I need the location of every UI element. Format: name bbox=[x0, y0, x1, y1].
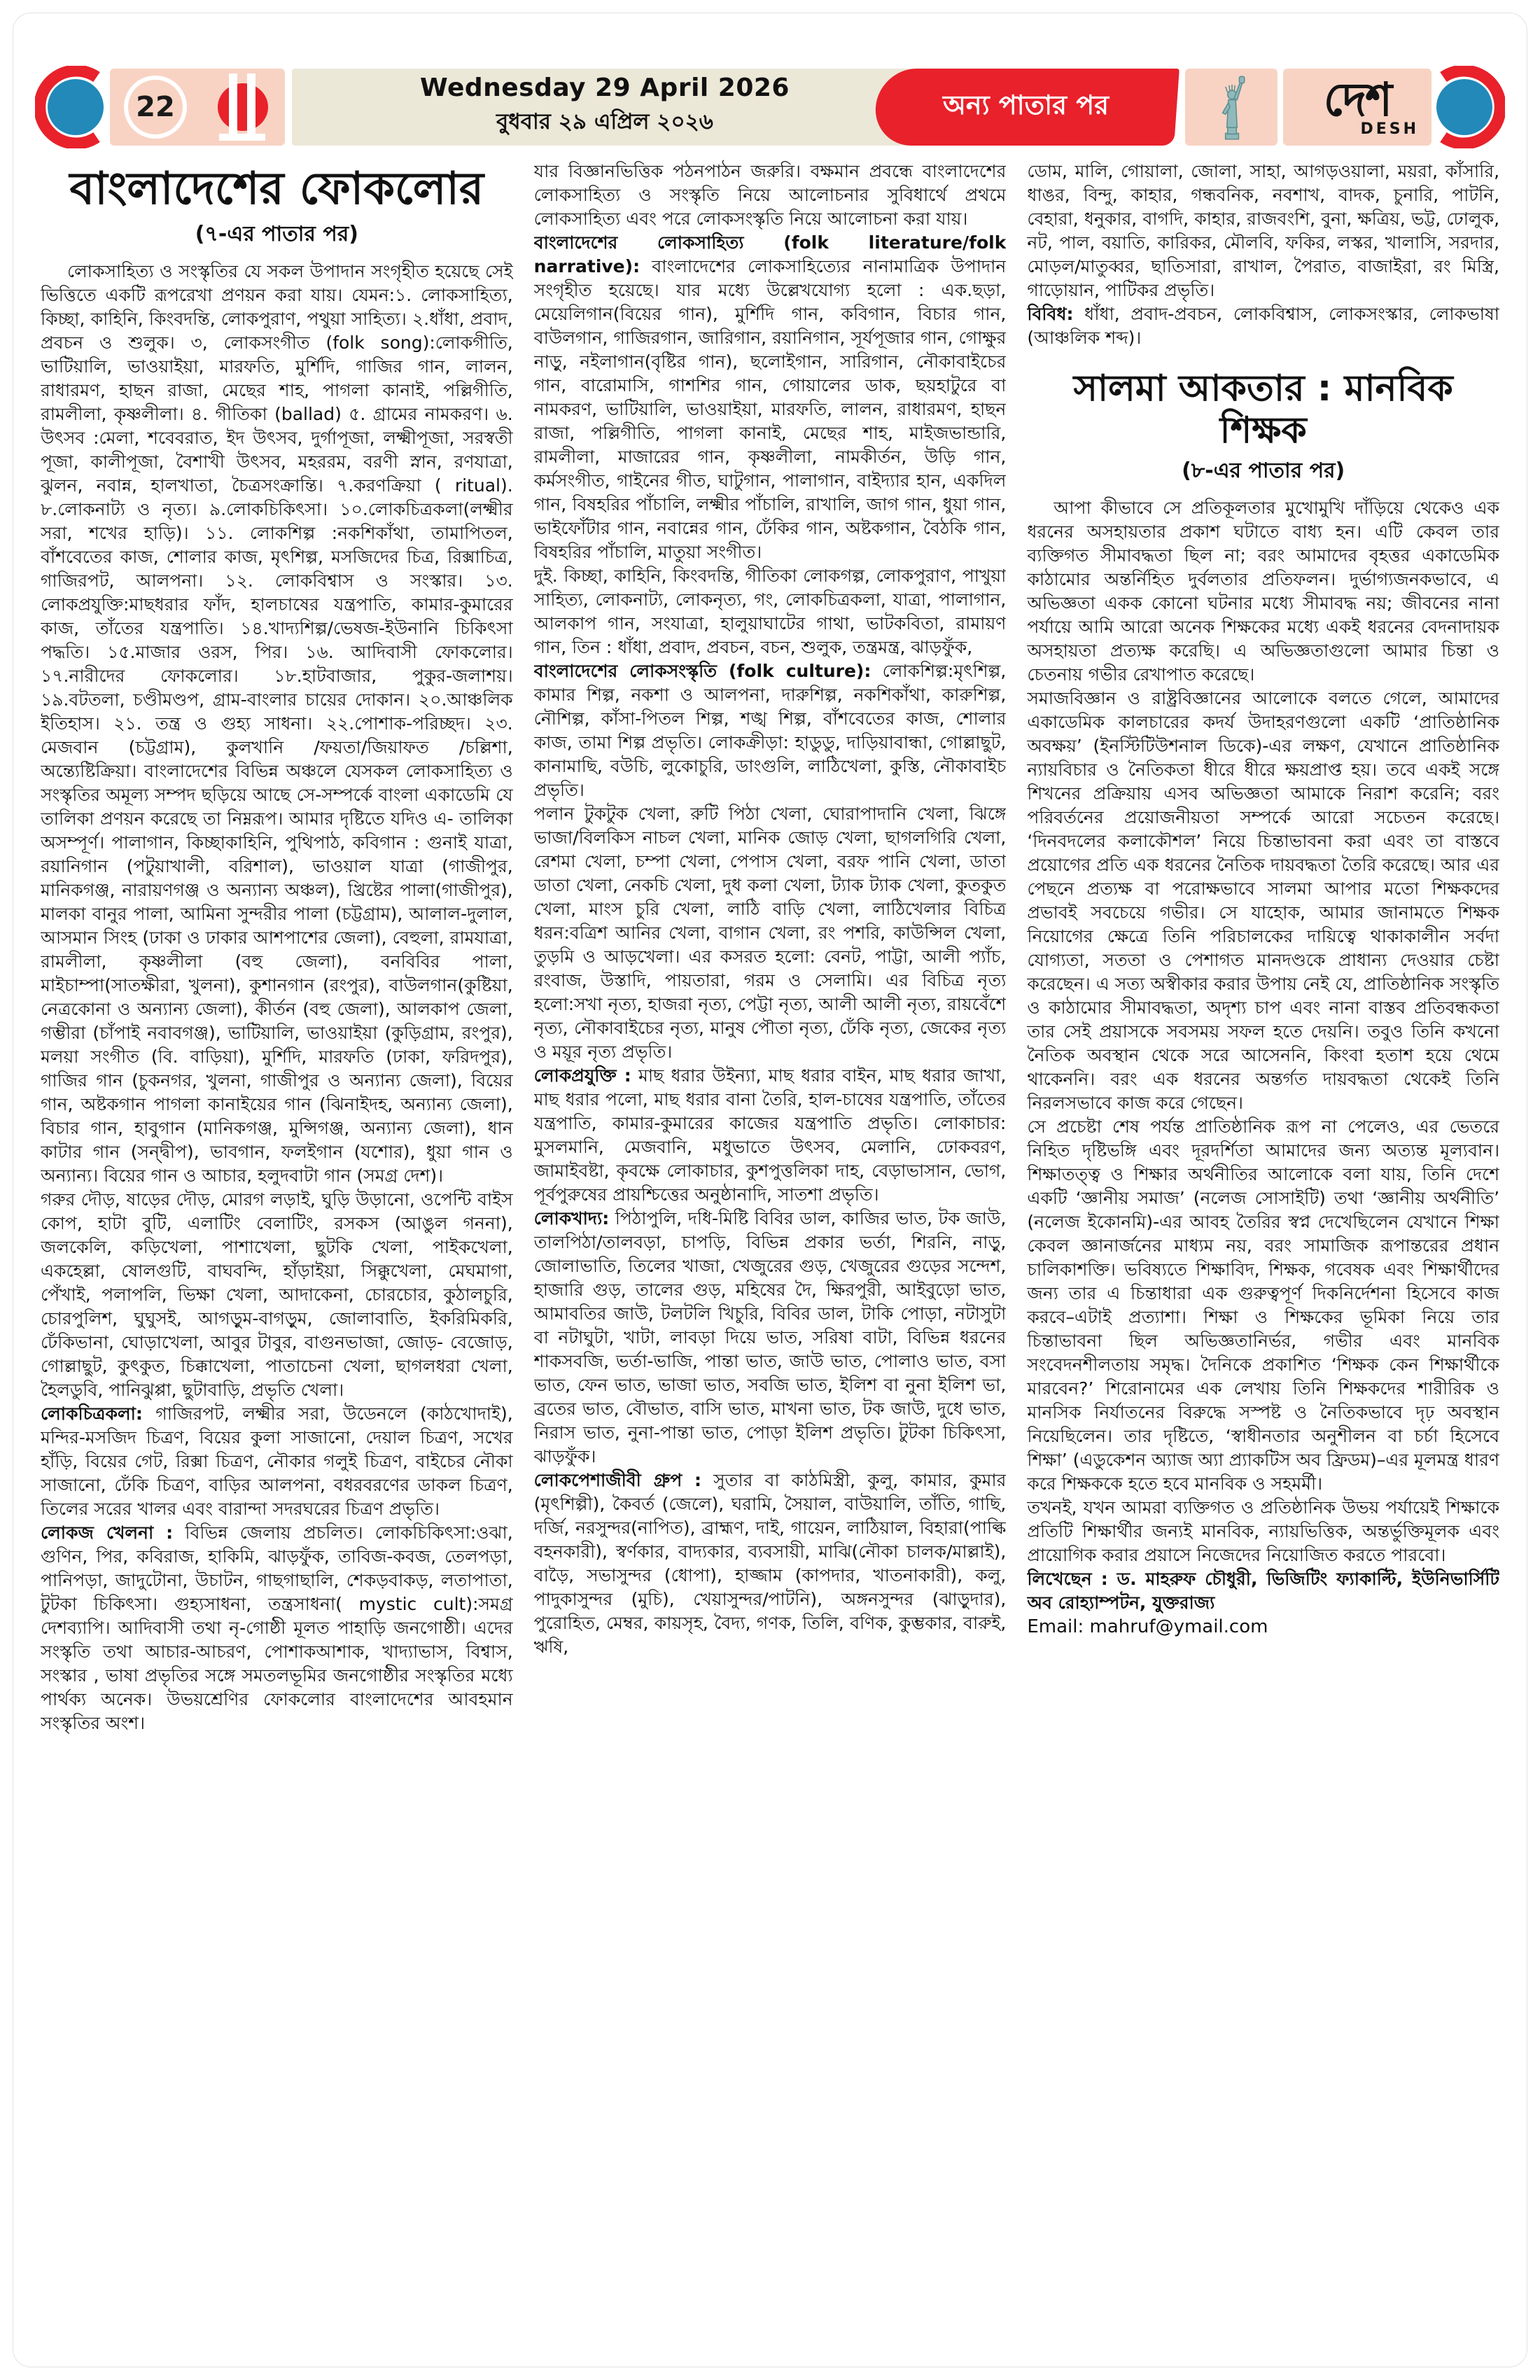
paragraph: সে প্রচেষ্টা শেষ পর্যন্ত প্রাতিষ্ঠানিক রূপ না পেলেও, এর ভেতরে নিহিত দৃষ্টিভঙ্গি এবং দূরদর্শিতা আমাদের জন্য অত্যন্ত মূল্যবান। শিক্ষাতত্ত্ব ও শিক্ষার অর্থনীতির আলোকে বলা যায়, তিনি দেশে একটি ‘জ্ঞানীয় সমাজ’ (নলেজ সোসাইটি) তথা ‘জ্ঞানীয় অর্থনীতি’ (নলেজ ইকোনমি)-এর আবহ তৈরির স্বপ্ন দেখেছিলেন যেখানে শিক্ষা কেবল জ্ঞানার্জনের মাধ্যম নয়, বরং সামাজিক রূপান্তরের প্রধান চালিকাশক্তি। ভবিষ্যতে শিক্ষাবিদ, শিক্ষক, গবেষক এবং শিক্ষার্থীদের জন্য তার এ চিন্তাধারা এক গুরুত্বপূর্ণ দিকনির্দেশনা হিসেবে কাজ করবে–এটাই প্রত্যাশা। শিক্ষা ও শিক্ষকের ভূমিকা নিয়ে তার চিন্তাভাবনা ছিল অভিজ্ঞতানির্ভর, গভীর এবং মানবিক সংবেদনশীলতায় সমৃদ্ধ। দৈনিকে প্রকাশিত ‘শিক্ষক কেন শিক্ষার্থীকে মারবেন?’ শিরোনামের এক লেখায় তিনি শিক্ষকদের শারীরিক ও মানসিক নির্যাতনের বিরুদ্ধে সস্পষ্ট ও নৈতিকভাবে দৃঢ় অবস্থান নিয়েছিলেন। তার দৃষ্টিতে, ‘স্বাধীনতার অনুশীলন বা চর্চা হিসেবে শিক্ষা’ (এডুকেশন অ্যাজ অ্যা প্র্যাকটিস অব ফ্রিডম)–এর মূলমন্ত্র ধারণ করে শিক্ষককে হতে হবে মানবিক ও সহমর্মী। bbox=[1027, 1116, 1500, 1494]
article2-byline: লিখেছেন : ড. মাহরুফ চৌধুরী, ভিজিটিং ফ্যাকাল্টি, ইউনিভার্সিটি অব রোহ্যাম্পটন, যুক্তরাজ্য bbox=[1027, 1568, 1500, 1613]
date-box bbox=[292, 69, 918, 146]
left-ring-ornament bbox=[35, 69, 108, 146]
paragraph: দুই. কিচ্ছা, কাহিনি, কিংবদন্তি, গীতিকা লোকগল্প, লোকপুরাণ, পাখুয়া সাহিত্য, লোকনাট্য, লোকনৃত্য, গং, লোকচিত্রকলা, যাত্রা, পালাগান, আলকাপ গান, সংযাত্রা, হালুয়াঘাটের গাথা, ভাটকবিতা, রামায়ণ গান, তিন : ধাঁধা, প্রবাদ, প্রবচন, বচন, শুলুক, তন্ত্রমন্ত্র, ঝাড়ফুঁক, bbox=[533, 566, 1007, 657]
newspaper-logo bbox=[1283, 69, 1432, 146]
paragraph: লোকসাহিত্য ও সংস্কৃতির যে সকল উপাদান সংগৃহীত হয়েছে সেই ভিত্তিতে একটি রূপরেখা প্রণয়ন করা যায়। যেমন:১. লোকসাহিত্য, কিচ্ছা, কাহিনি, কিংবদন্তি, লোকপুরাণ, পথুয়া সাহিত্য। ২.ধাঁধা, প্রবাদ, প্রবচন ও শুলুক। ৩, লোকসংগীত (folk song):লোকগীতি, ভাটিয়ালি, ভাওয়াইয়া, মারফতি, মুর্শিদি, গাজির গান, লালন, রাধারমণ, হাছন রাজা, মেছের শাহ, পাগলা কানাই, পল্লিগীতি, রামলীলা, কৃষ্ণলীলা। ৪. গীতিকা (ballad) ৫. গ্রামের নামকরণ। ৬. উৎসব :মেলা, শবেবরাত, ইদ উৎসব, দুর্গাপূজা, লক্ষ্মীপূজা, সরস্বতী পূজা, কালীপূজা, বৈশাখী উৎসব, মহররম, বরণী স্নান, রণযাত্রা, ঝুলন, নবান্ন, হালখাতা, চৈত্রসংক্রান্তি। ৭.করণক্রিয়া ( ritual). ৮.লোকনাট্য ও নৃত্য। ৯.লোকচিকিৎসা। ১০.লোকচিত্রকলা(লক্ষ্মীর সরা, শখের হাড়ি)। ১১. লোকশিল্প :নকশিকাঁথা, তামাপিতল, বাঁশবেতের কাজ, শোলার কাজ, মৃৎশিল্প, মসজিদের চিত্র, রিক্সাচিত্র, গাজিরপট, আলপনা। ১২. লোকবিশ্বাস ও সংস্কার। ১৩. লোকপ্রযুক্তি:মাছধরার ফাঁদ, হালচাষের যন্ত্রপাতি, কামার-কুমারের কাজ, তাঁতের যন্ত্রপাতি। ১৪.খাদ্যশিল্প/ভেষজ-ইউনানি চিকিৎসা পদ্ধতি। ১৫.মাজার ওরস, পির। ১৬. আদিবাসী ফোকলোর। ১৭.নারীদের ফোকলোর। ১৮.হাটবাজার, পুকুর-জলাশয়। ১৯.বটতলা, চণ্ডীমণ্ডপ, গ্রাম-বাংলার চায়ের দোকান। ২০.আঞ্চলিক ইতিহাস। ২১. তন্ত্র ও গুহ্য সাধনা। ২২.পোশাক-পরিচ্ছদ। ২৩. মেজবান (চট্টগ্রাম), কুলখানি /ফয়তা/জিয়াফত /চল্লিশা, অন্ত্যেষ্টিক্রিয়া। বাংলাদেশের বিভিন্ন অঞ্চলে যেসকল লোকসাহিত্য ও সংস্কৃতির অমূল্য সম্পদ ছড়িয়ে আছে সে-সম্পর্কে বাংলা একাডেমি যে তালিকা প্রণয়ন করেছে তা নিম্নরূপ। আমার দৃষ্টিতে যদিও এ- তালিকা অসম্পূর্ণ। পালাগান, কিচ্ছাকাহিনি, পুথিপাঠ, কবিগান : গুনাই যাত্রা, রয়ানিগান (পটুয়াখালী, বরিশাল), ভাওয়াল যাত্রা (গাজীপুর, মানিকগঞ্জ, নারায়ণগঞ্জ ও অন্যান্য অঞ্চল), খ্রিষ্টের পালা(গাজীপুর), মালকা বানুর পালা, আমিনা সুন্দরীর পালা (চট্টগ্রাম), আলাল-দুলাল, আসমান সিংহ (ঢাকা ও ঢাকার আশপাশের জেলা), বেহুলা, রামযাত্রা, রামলীলা, কৃষ্ণলীলা (বহু জেলা), বনবিবির পালা, মাইচাম্পা(সাতক্ষীরা, খুলনা), কুশানগান (রংপুর), বাউলগান(কুষ্টিয়া, নেত্রকোনা ও অন্যান্য জেলা), কীর্তন (বহু জেলা), আলকাপ জেলা, গম্ভীরা (চাঁপাই নবাবগঞ্জ), ভাটিয়ালি, ভাওয়াইয়া (কুড়িগ্রাম, রংপুর), মলয়া সংগীত (বি. বাড়িয়া), মুর্শিদি, মারফতি (ঢাকা, ফরিদপুর), গাজির গান (চুকনগর, খুলনা, গাজীপুর ও অন্যান্য জেলা), বিয়ের গান, অষ্টকগান পাগলা কানাইয়ের গান (ঝিনাইদহ, অন্যান্য জেলা), বিচার গান, হাবুগান (মানিকগঞ্জ, মুন্সিগঞ্জ, অন্যান্য জেলা), ধান কাটার গান (সন্দ্বীপ), ভাবগান, ফলইগান (যশোর), ধুয়া গান ও অন্যান্য। বিয়ের গান ও আচার, হলুদবাটা গান (সমগ্র দেশ)। bbox=[41, 260, 513, 1186]
paragraph: আপা কীভাবে সে প্রতিকূলতার মুখোমুখি দাঁড়িয়ে থেকেও এক ধরনের অসহায়তার প্রকাশ ঘটাতে বাধ্য হন। এটি কেবল তার ব্যক্তিগত সীমাবদ্ধতা ছিল না; বরং আমাদের বৃহত্তর একাডেমিক কাঠামোর অন্তর্নিহিত দুর্বলতার প্রতিফলন। দুর্ভাগ্যজনকভাবে, এ অভিজ্ঞতা একক কোনো ঘটনার মধ্যে সীমাবদ্ধ নয়; জীবনের নানা পর্যায়ে আমি আরো অনেক শিক্ষকের মধ্যে একই ধরনের বেদনাদায়ক অসহায়তা প্রত্যক্ষ করেছি। এ অভিজ্ঞতাগুলো আমার চিন্তা ও চেতনায় গভীর রেখাপাত করেছে। bbox=[1027, 497, 1500, 685]
date-english: Wednesday 29 April 2026 bbox=[420, 73, 790, 102]
continued-banner-label: অন্য পাতার পর bbox=[943, 90, 1110, 120]
paragraph: লোকপেশাজীবী গ্রুপ : সুতার বা কাঠমিস্ত্রী, কুলু, কামার, কুমার (মৃৎশিল্পী), কৈবর্ত (জেলে), ঘরামি, সৈয়াল, বাউয়ালি, তাঁতি, গাছি, দর্জি, নরসুন্দর(নাপিত), ব্রাহ্মণ, দাই, গায়েন, লাঠিয়াল, বিহারা(পাল্কি বহনকারী), স্বর্ণকার, বাদ্যকার, ব্যবসায়ী, মাঝি(নৌকা চালক/মাল্লাই), বাড়ৈ, সভাসুন্দর (ধোপা), হাজ্জাম (কাপদার, খাতনাকারী), কলু, পাদুকাসুন্দর (মুচি), খেয়াসুন্দর/পাটনি), অঙ্গনসুন্দর (ঝাড়ুদার), পুরোহিত, মেম্বর, কায়সৃহ, বৈদ্য, গণক, তিলি, বণিক, কুম্ভকার, বারুই, ঋষি, bbox=[533, 1470, 1007, 1657]
logo-english-text: DESH bbox=[1360, 120, 1419, 138]
article2-continued-note: (৮-এর পাতার পর) bbox=[1182, 458, 1345, 483]
page-number: 22 bbox=[124, 76, 187, 139]
pillar-icon bbox=[215, 74, 271, 141]
page-number-box bbox=[110, 69, 285, 146]
paragraph: লোকচিত্রকলা: গাজিরপট, লক্ষ্মীর সরা, উডেনলে (কাঠখোদাই), মন্দির-মসজিদ চিত্রণ, বিয়ের কুলা সাজানো, দেয়াল চিত্রণ, সখের হাঁড়ি, বিয়ের গেট, রিক্সা চিত্রণ, নৌকার গলুই চিত্রণ, বাইচের নৌকা সাজানো, ঢেঁকি চিত্রণ, বাড়ির আলপনা, বধরবরণের ডাকল চিত্রণ, তিলের সরের খালর এবং বারান্দা সদরঘরের চিত্রণ প্রভৃতি। bbox=[41, 1403, 513, 1519]
paragraph: সমাজবিজ্ঞান ও রাষ্ট্রবিজ্ঞানের আলোকে বলতে গেলে, আমাদের একাডেমিক কালচারের কদর্য উদাহরণগুলো একটি ‘প্রাতিষ্ঠানিক অবক্ষয়’ (ইনস্টিটিউশনাল ডিকে)-এর লক্ষণ, যেখানে প্রাতিষ্ঠানিক ন্যায়বিচার ও নৈতিকতা ধীরে ধীরে ক্ষয়প্রাপ্ত হয়। তবে একই সঙ্গে শিখনের প্রক্রিয়ায় এসব অভিজ্ঞতা আমাকে নিরাশ করেনি; বরং পরিবর্তনের প্রয়োজনীয়তা সম্পর্কে আরো সচেতন করেছে। ‘দিনবদলের কলাকৌশল’ নিয়ে চিন্তাভাবনা করা এবং তা বাস্তবে প্রয়োগের প্রতি এক ধরনের নৈতিক দায়বদ্ধতা তৈরি করেছে। আর এর পেছনে প্রত্যক্ষ বা পরোক্ষভাবে সালমা আপার মতো শিক্ষকদের প্রভাবই সবচেয়ে গভীর। সে যাহোক, আমার জানামতে শিক্ষক নিয়োগের ক্ষেত্রে তিনি পরিচালকের দায়িত্বে থাকাকালীন সর্বদা যোগ্যতা, সততা ও পেশাগত মানদণ্ডকে প্রাধান্য দেওয়ার চেষ্টা করেছেন। এ সত্য অস্বীকার করার উপায় নেই যে, প্রাতিষ্ঠানিক সংস্কৃতি ও কাঠামোর সীমাবদ্ধতা, অদৃশ্য চাপ এবং নানা বাস্তব প্রতিবন্ধকতা তার সেই প্রয়াসকে সবসময় সফল হতে দেয়নি। তবুও তিনি কখনো নৈতিক অবস্থান থেকে সরে আসেননি, কিংবা হতাশ হয়ে থেমে থাকেননি। বরং এক ধরনের অন্তর্গত দায়বদ্ধতা থেকেই তিনি নিরলসভাবে কাজ করে গেছেন। bbox=[1027, 687, 1500, 1113]
article1-title: বাংলাদেশের ফোকলোর bbox=[69, 163, 484, 215]
article2-text bbox=[1027, 496, 1499, 1567]
continued-banner bbox=[873, 69, 1180, 146]
paragraph: যার বিজ্ঞানভিত্তিক পঠনপাঠন জরুরি। বক্ষমান প্রবন্ধে বাংলাদেশের লোকসাহিত্য ও সংস্কৃতি নিয়ে আলোচনার সুবিধার্থে প্রথমে লোকসাহিত্য এবং পরে লোকসংস্কৃতি নিয়ে আলোচনা করা যায়। bbox=[533, 161, 1007, 229]
article1-column2-text bbox=[534, 160, 1007, 1659]
paragraph: বিবিধ: ধাঁধা, প্রবাদ-প্রবচন, লোকবিশ্বাস, লোকসংস্কার, লোকভাষা (আঞ্চলিক শব্দ)। bbox=[1027, 304, 1500, 348]
paragraph: বাংলাদেশের লোকসংস্কৃতি (folk culture): লোকশিল্প:মৃৎশিল্প, কামার শিল্প, নকশা ও আলপনা, দারুশিল্প, নকশিকাঁথা, কারুশিল্প, নৌশিল্প, কাঁসা-পিতল শিল্প, শঙ্খ শিল্প, বাঁশবেতের কাজ, শোলার কাজ, তামা শিল্প প্রভৃতি। লোকক্রীড়া: হাডুডু, দাড়িয়াবান্ধা, গোল্লাছুট, কানামাছি, বউচি, লুকোচুরি, ডাংগুলি, লাঠিখেলা, কুস্তি, নৌকাবাইচ প্রভৃতি। bbox=[533, 661, 1007, 800]
paragraph: লোকজ খেলনা : বিভিন্ন জেলায় প্রচলিত। লোকচিকিৎসা:ওঝা, গুণিন, পির, কবিরাজ, হাকিমি, ঝাড়ফুঁক, তাবিজ-কবজ, তেলপড়া, পানিপড়া, জাদুটোনা, উচাটন, গাছগাছালি, শেকড়বাকড়, লতাপাতা, টুটকা চিকিৎসা। গুহ্যসাধনা, তন্ত্রসাধনা( mystic cult):সমগ্র দেশব্যাপি। আদিবাসী তথা নৃ-গোষ্ঠী মূলত পাহাড়ি জনগোষ্ঠী। এদের সংস্কৃতি তথা আচার-আচরণ, পোশাকআশাক, খাদ্যাভাস, বিশ্বাস, সংস্কার , ভাষা প্রভৃতির সঙ্গে সমতলভূমির জনগোষ্ঠীর সংস্কৃতির মধ্যে পার্থক্য অনেক। উভয়শ্রেণির ফোকলোর বাংলাদেশের আবহমান সংস্কৃতির অংশ। bbox=[41, 1522, 513, 1733]
date-bangla: বুধবার ২৯ এপ্রিল ২০২৬ bbox=[496, 108, 713, 134]
paragraph: লোকখাদ্য: পিঠাপুলি, দধি-মিষ্টি বিবির ডাল, কাজির ভাত, টক জাউ, তালপিঠা/তালবড়া, চাপড়ি, বিভিন্ন প্রকার ভর্তা, শিরনি, নাড়ু, জোলাভাতি, তিলের খাজা, খেজুরের গুড়, খেজুরের গুড়ের সন্দেশ, হাজারি গুড়, তালের গুড়, মহিষের দৈ, ক্ষিরপুরী, আইবুড়ো ভাত, আমাবতির জাউ, টলটলি খিচুরি, বিবির ডাল, টাকি পোড়া, নটাসুটা বা নটাঘুটা, খাটা, লাবড়া দিয়ে ভাত, সরিষা বাটা, বিভিন্ন ধরনের শাকসবজি, ভর্তা-ভাজি, পান্তা ভাত, জাউ ভাত, পোলাও ভাত, বসা ভাত, ফেন ভাত, ভাজা ভাত, সবজি ভাত, ইলিশ বা নুনা ইলিশ ভা, ব্রতের ভাত, বৌভাত, বাসি ভাত, মাখনা ভাত, টক জাউ, দুধে ভাত, নিরাস ভাত, নুনা-পান্তা ভাত, পোড়া ইলিশ প্রভৃতি। টুটকা চিকিৎসা, ঝাড়ফুঁক। bbox=[533, 1208, 1007, 1466]
article2-title: সালমা আকতার : মানবিক শিক্ষক bbox=[1073, 368, 1453, 451]
article1-continued-note: (৭-এর পাতার পর) bbox=[195, 221, 358, 246]
paragraph: তখনই, যখন আমরা ব্যক্তিগত ও প্রতিষ্ঠানিক উভয় পর্যায়েই শিক্ষাকে প্রতিটি শিক্ষার্থীর জন্যই মানবিক, ন্যায়ভিত্তিক, অন্তর্ভুক্তিমূলক এবং প্রায়োগিক করার প্রয়াসে নিজেদের নিয়োজিত করতে পারবো। bbox=[1027, 1497, 1500, 1565]
column-1 bbox=[41, 160, 513, 2359]
page-content bbox=[41, 160, 1499, 2359]
right-ring-ornament bbox=[1432, 69, 1505, 146]
paragraph: বাংলাদেশের লোকসাহিত্য (folk literature/folk narrative): বাংলাদেশের লোকসাহিত্যের নানামাত্রিক উপাদান সংগৃহীত হয়েছে। যার মধ্যে উল্লেখযোগ্য হলো : এক.ছড়া, মেয়েলিগান(বিয়ের গান), মুর্শিদি গান, কবিগান, বিচার গান, বাউলগান, গাজিরগান, জারিগান, রয়ানিগান, সূর্যপূজার গান, গোক্ষুর নাড়ু, নইলাগান(বৃষ্টির গান), ছলোইগান, সারিগান, নৌকাবাইচের গান, বারোমাসি, গাশশির গান, গোয়ালের ডাক, ছয়হাটুরে বা নামকরণ, ভাটিয়ালি, ভাওয়াইয়া, মারফতি, লালন, রাধারমণ, হাছন রাজা, পল্লিগীতি, পাগলা কানাই, মেছের শাহ, মাইজভান্ডারি, রামলীলা, মাজারের গান, কৃষ্ণলীলা, নামকীর্তন, উড়ি গান, কর্মসংগীত, গাইনের গীত, ঘাটুগান, পালাগান, বাইদ্যার হান, একদিল গান, বিষহরির পাঁচালি, লক্ষ্মীর পাঁচালি, রাখালি, জাগ গান, ধুয়া গান, ভাইফোঁটার গান, নবান্নের গান, ঢেঁকির গান, অষ্টকগান, বৈঠকি গান, বিষহরির পাঁচালি, মাতুয়া সংগীত। bbox=[533, 232, 1007, 562]
logo-bangla-text: দেশ bbox=[1323, 72, 1392, 127]
column-2 bbox=[534, 160, 1007, 2359]
statue-of-liberty-image bbox=[1185, 69, 1278, 146]
paragraph: গরুর দৌড়, ষাড়ের দৌড়, মোরগ লড়াই, ঘুড়ি উড়ানো, ওপেন্টি বাইস কোপ, হাটা বুটি, এলাটিং বেলাটিং, রসকস (আঙুল গননা), জলকেলি, কড়িখেলা, পাশাখেলা, ছুটকি খেলা, পাইকখেলা, একহেল্লা, ষোলগুটি, বাঘবন্দি, হাঁড়াইয়া, সিক্কুখেলা, মেঘমাগা, পেঁখাই, পলাপলি, ভিক্ষা খেলা, আদাকেনা, চোরচোর, কুঠালচুরি, চোরপুলিশ, ঘুঘুসই, আগড়ুম-বাগড়ুম, জোলাবাতি, ইকরিমিকরি, ঢেঁকিভানা, ঘোড়াখেলা, আবুর টাবুর, বাগুনভাজা, জোড়- বেজোড়, গোল্লাছুট, কুৎকুত, চিক্কাখেলা, পাতাচেনা খেলা, ছাগলধরা খেলা, হৈলডুবি, পানিঝুপ্পা, ছুটাবাড়ি, প্রভৃতি খেলা। bbox=[41, 1189, 513, 1400]
paragraph: লোকপ্রযুক্তি : মাছ ধরার উইন্যা, মাছ ধরার বাইন, মাছ ধরার জাখা, মাছ ধরার পলো, মাছ ধরার বানা তৈরি, হাল-চাষের যন্ত্রপাতি, তাঁতের যন্ত্রপাতি, কামার-কুমারের কাজের যন্ত্রপাতি প্রভৃতি। লোকাচার: মুসলমানি, মেজবানি, মধুভাতে উৎসব, মেলানি, ঢোকবরণ, জামাইবষ্টা, কৃবক্ষে লোকাচার, কুশপুত্তলিকা দাহ, বেড়াভাসান, ভোগ, পূর্বপুরুষের প্রায়শ্চিত্তের অনুষ্ঠানাদি, সাতশা প্রভৃতি। bbox=[533, 1065, 1007, 1205]
column-3 bbox=[1027, 160, 1499, 2359]
paragraph: ডোম, মালি, গোয়ালা, জোলা, সাহা, আগড়ওয়ালা, ময়রা, কাঁসারি, ধাঙর, বিন্দু, কাহার, গন্ধবনিক, নবশাখ, বাদক, চুনারি, পাটনি, বেহারা, ধনুকার, বাগদি, কাহার, রাজবংশি, বুনা, ক্ষত্রিয়, ভট্ট, ঢোলুক, নট, পাল, বয়াতি, কারিকর, মৌলবি, ফকির, লস্কর, খালাসি, সরদার, মোড়ল/মাতুব্বর, ছাতিসারা, রাখাল, পৈরাত, বাজাইরা, রং মিস্ত্রি, গাড়োয়ান, পাটিকর প্রভৃতি। bbox=[1027, 161, 1500, 300]
masthead bbox=[35, 69, 1505, 146]
article1-column3-text bbox=[1027, 160, 1499, 350]
article1-column1-text bbox=[41, 260, 513, 1735]
article2-email: Email: mahruf@ymail.com bbox=[1027, 1616, 1268, 1637]
statue-of-liberty-icon bbox=[1202, 71, 1261, 144]
paragraph: পলান টুকটুক খেলা, রুটি পিঠা খেলা, ঘোরাপাদানি খেলা, ঝিঙ্গে ভাজা/বিলকিস নাচল খেলা, মানিক জোড় খেলা, ছাগলগিরি খেলা, রেশমা খেলা, চম্পা খেলা, পেপাস খেলা, বরফ পানি খেলা, ডাতা ডাতা খেলা, নেকচি খেলা, দুধ কলা খেলা, ট্যাক ট্যাক খেলা, কুতকুত খেলা, মাংস চুরি খেলা, লাঠি বাড়ি খেলা, লাঠিখেলার বিচিত্র ধরন:বত্রিশ আনির খেলা, বাগান খেলা, রং পশরি, কাউন্সিল খেলা, তুড়মি ও আড়খেলা। এর কসরত হলো: বেনট, পাট্টা, আলী প্যাঁচ, রংবাজ, উস্তাদি, পায়তারা, গরম ও সেলামি। এর বিচিত্র নৃত্য হলো:সখা নৃত্য, হাজরা নৃত্য, পেট্টা নৃত্য, আলী আলী নৃত্য, রায়বেঁশে নৃত্য, নৌকাবাইচের নৃত্য, মানুষ পৌতা নৃত্য, ঢেঁকি নৃত্য, জেকের নৃত্য ও ময়ূর নৃত্য প্রভৃতি। bbox=[533, 804, 1007, 1062]
